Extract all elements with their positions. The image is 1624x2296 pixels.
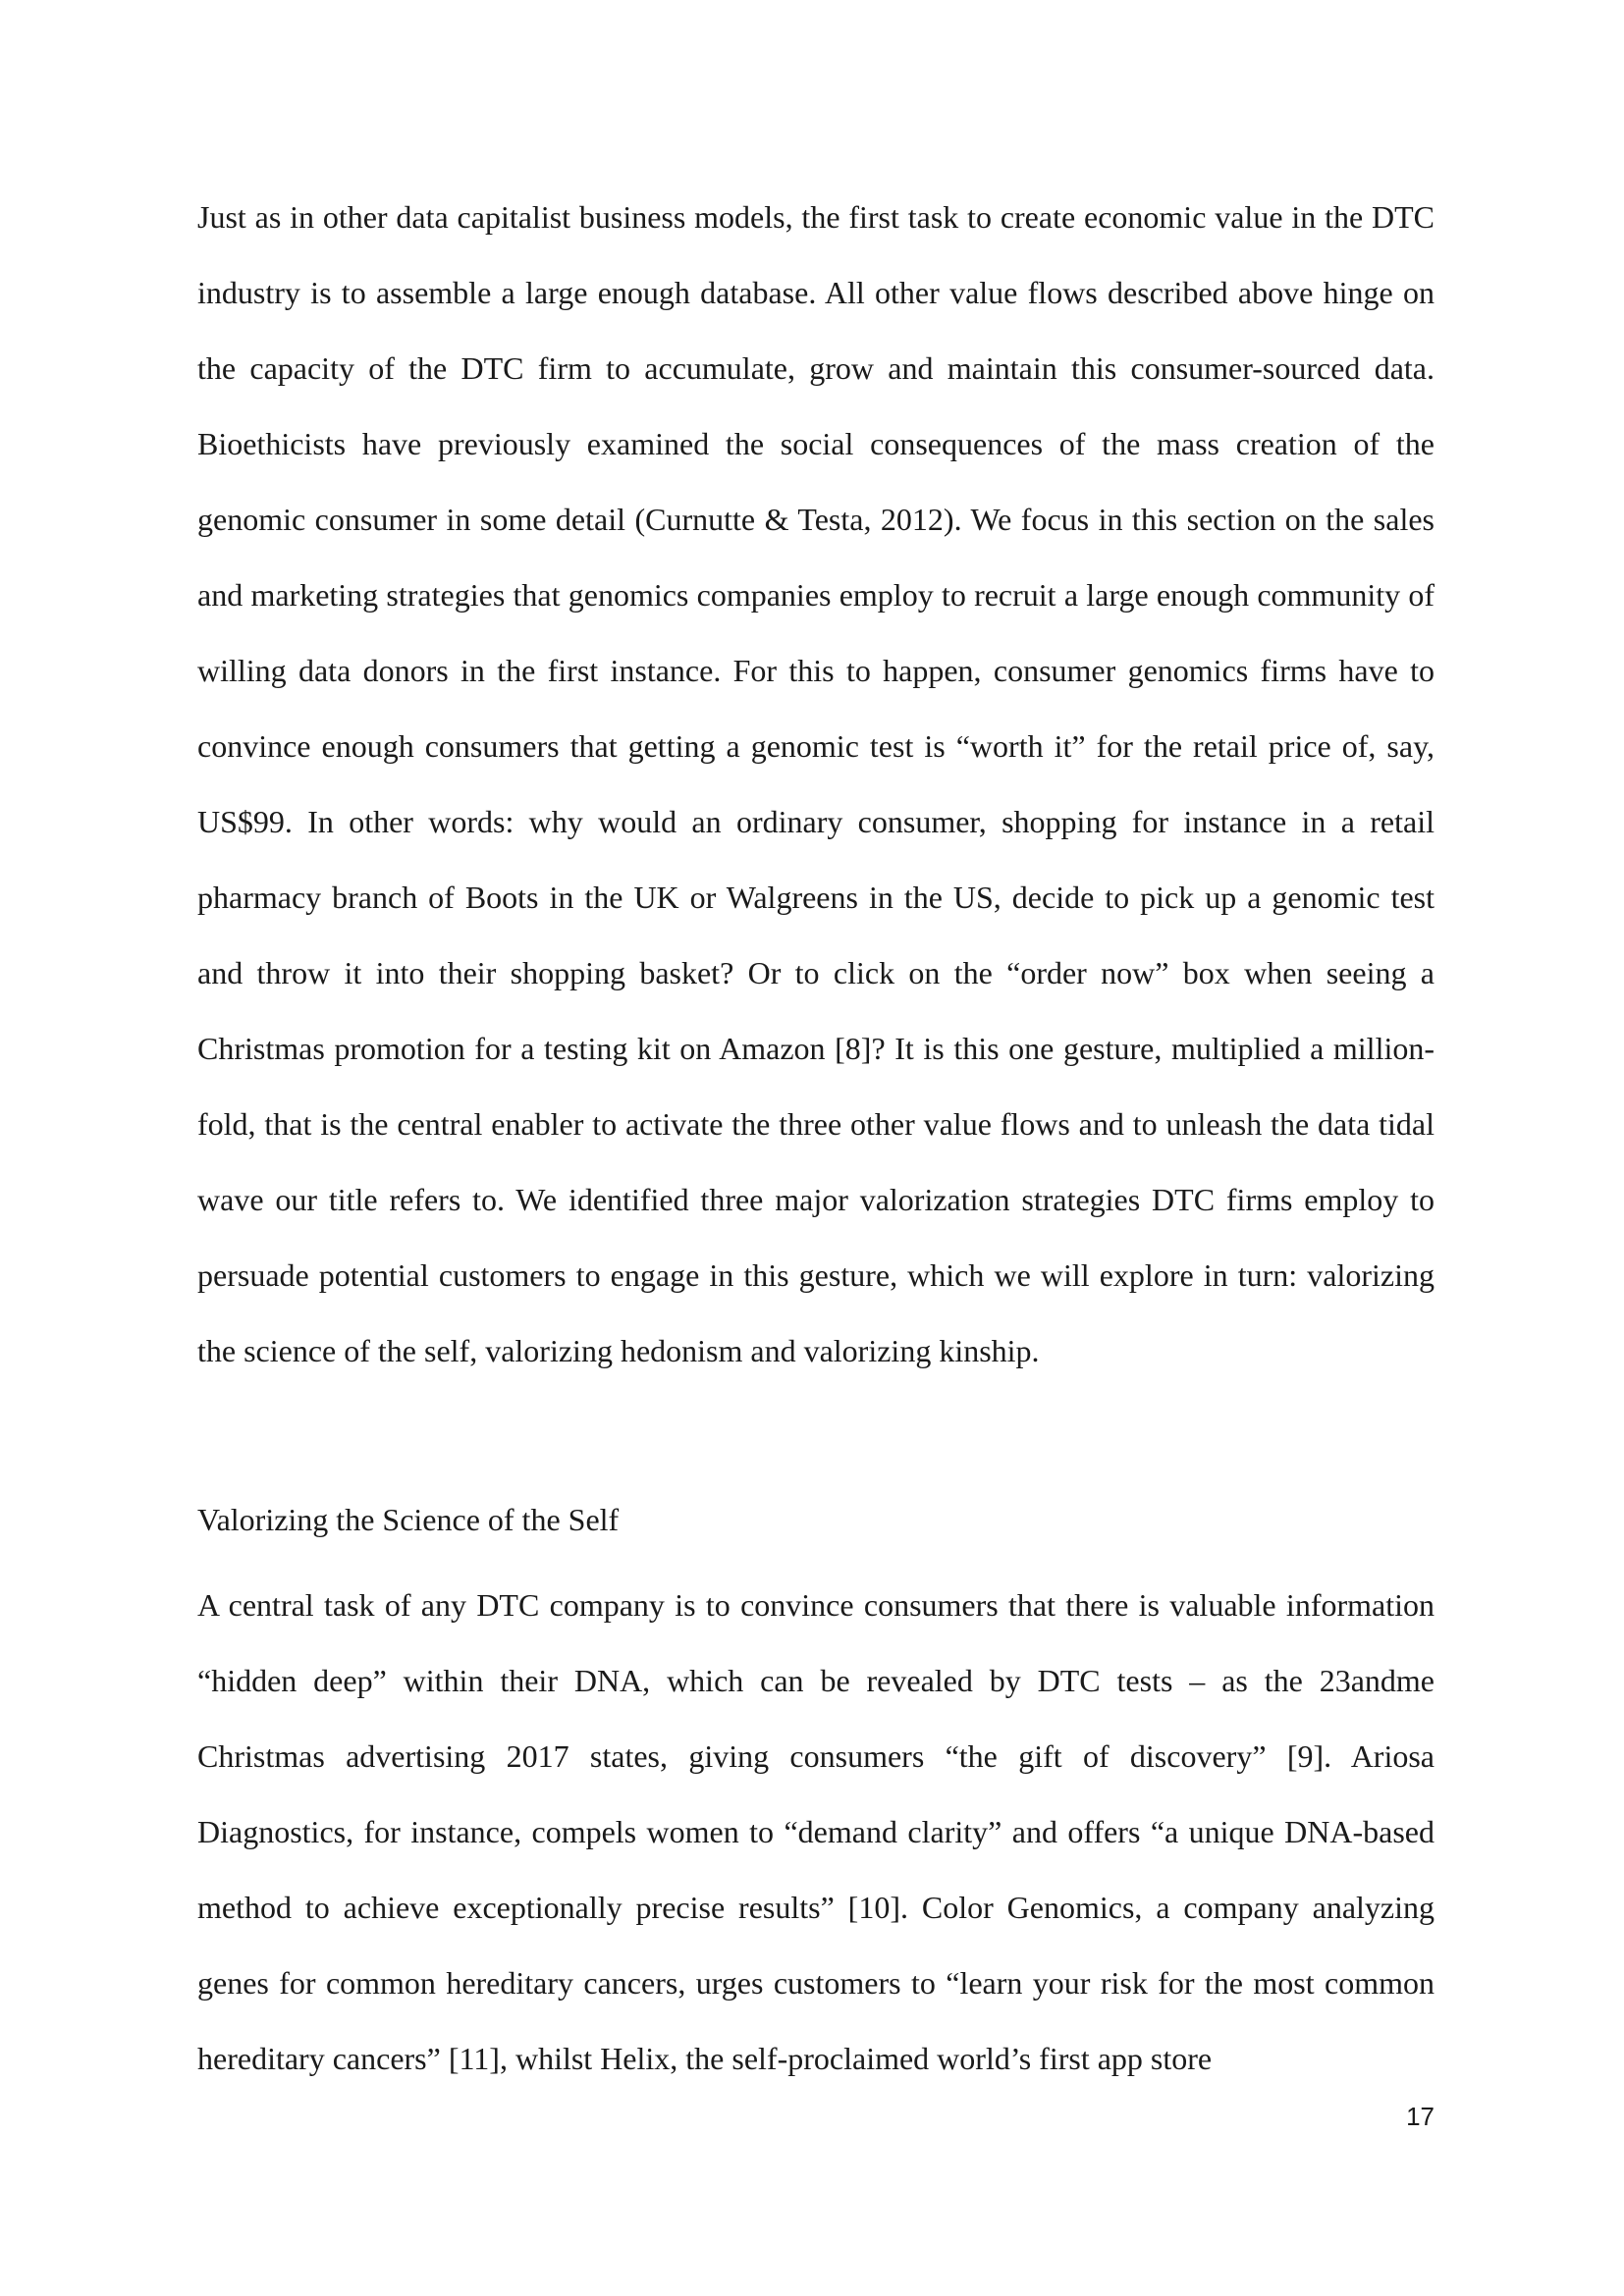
body-paragraph-2: A central task of any DTC company is to convince consumers that there is valuable information “hidden deep” within their DNA, which can be revealed by DTC tests – as the 23andme Christmas advertising 2017 states, giving consumers “the gift of discovery” [9]. Ariosa Diagnostics, for instance, compels women to “demand clarity” and offers “a unique DNA-based method to achieve exceptionally precise results” [10]. Color Genomics, a company analyzing genes for common hereditary cancers, urges customers to “learn your risk for the most common hereditary cancers” [11], whilst Helix, the self-proclaimed world’s first app store (197, 1587, 1435, 2076)
body-paragraph-1: Just as in other data capitalist business models, the first task to create economic value in the DTC industry is to assemble a large enough database. All other value flows described above hinge on the capacity of the DTC firm to accumulate, grow and maintain this consumer-sourced data. Bioethicists have previously examined the social consequences of the mass creation of the genomic consumer in some detail (Curnutte & Testa, 2012). We focus in this section on the sales and marketing strategies that genomics companies employ to recruit a large enough community of willing data donors in the first instance. For this to happen, consumer genomics firms have to convince enough consumers that getting a genomic test is “worth it” for the retail price of, say, US$99. In other words: why would an ordinary consumer, shopping for instance in a retail pharmacy branch of Boots in the UK or Walgreens in the US, decide to pick up a genomic test and throw it into their shopping basket? Or to click on the “order now” box when seeing a Christmas promotion for a testing kit on Amazon [8]? It is this one gesture, multiplied a million-fold, that is the central enabler to activate the three other value flows and to unleash the data tidal wave our title refers to. We identified three major valorization strategies DTC firms employ to persuade potential customers to engage in this gesture, which we will explore in turn: valorizing the science of the self, valorizing hedonism and valorizing kinship. (197, 199, 1435, 1368)
page-number: 17 (1406, 2102, 1435, 2131)
section-heading: Valorizing the Science of the Self (197, 1502, 620, 1537)
